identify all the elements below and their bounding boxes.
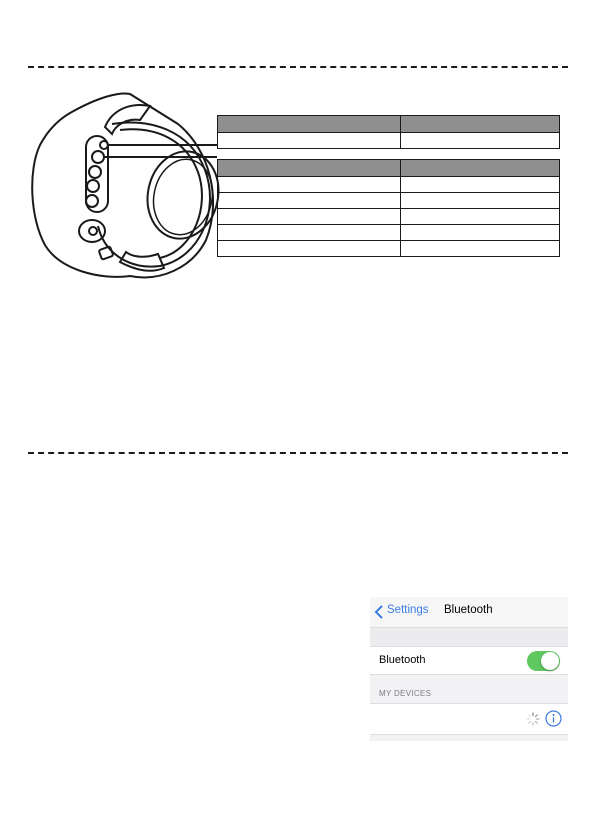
table-cell xyxy=(401,241,560,257)
table-cell xyxy=(401,193,560,209)
button-functions-table xyxy=(217,159,560,257)
bluetooth-toggle[interactable] xyxy=(527,651,560,671)
table-cell xyxy=(401,225,560,241)
table-row xyxy=(218,177,560,193)
table-header-cell xyxy=(401,116,560,133)
table-header-row xyxy=(218,160,560,177)
bluetooth-row-label: Bluetooth xyxy=(379,654,426,666)
table-header-cell xyxy=(401,160,560,177)
table-cell xyxy=(218,209,401,225)
my-devices-section-header: MY DEVICES xyxy=(379,689,432,698)
table-cell xyxy=(218,133,401,149)
table-cell xyxy=(401,209,560,225)
info-icon[interactable] xyxy=(545,710,562,727)
page-title: Bluetooth xyxy=(444,604,493,616)
table-row xyxy=(218,133,560,149)
table-header-cell xyxy=(218,116,401,133)
table-cell xyxy=(401,133,560,149)
led-status-table xyxy=(217,115,560,149)
table-cell xyxy=(218,193,401,209)
ios-bluetooth-settings-screen xyxy=(370,597,568,741)
table-cell xyxy=(218,241,401,257)
table-cell xyxy=(401,177,560,193)
bluetooth-setting-row xyxy=(370,646,568,675)
navigation-bar xyxy=(370,597,568,627)
table-row xyxy=(218,209,560,225)
chevron-left-icon[interactable] xyxy=(374,605,384,619)
device-list-item[interactable] xyxy=(370,703,568,735)
table-header-cell xyxy=(218,160,401,177)
section-spacer xyxy=(370,627,568,646)
loading-spinner-icon xyxy=(526,712,540,726)
table-row xyxy=(218,193,560,209)
table-header-row xyxy=(218,116,560,133)
toggle-knob xyxy=(541,652,559,670)
table-row xyxy=(218,241,560,257)
table-row xyxy=(218,225,560,241)
back-button[interactable]: Settings xyxy=(387,604,429,616)
section-divider-middle xyxy=(28,452,568,454)
table-cell xyxy=(218,177,401,193)
table-cell xyxy=(218,225,401,241)
